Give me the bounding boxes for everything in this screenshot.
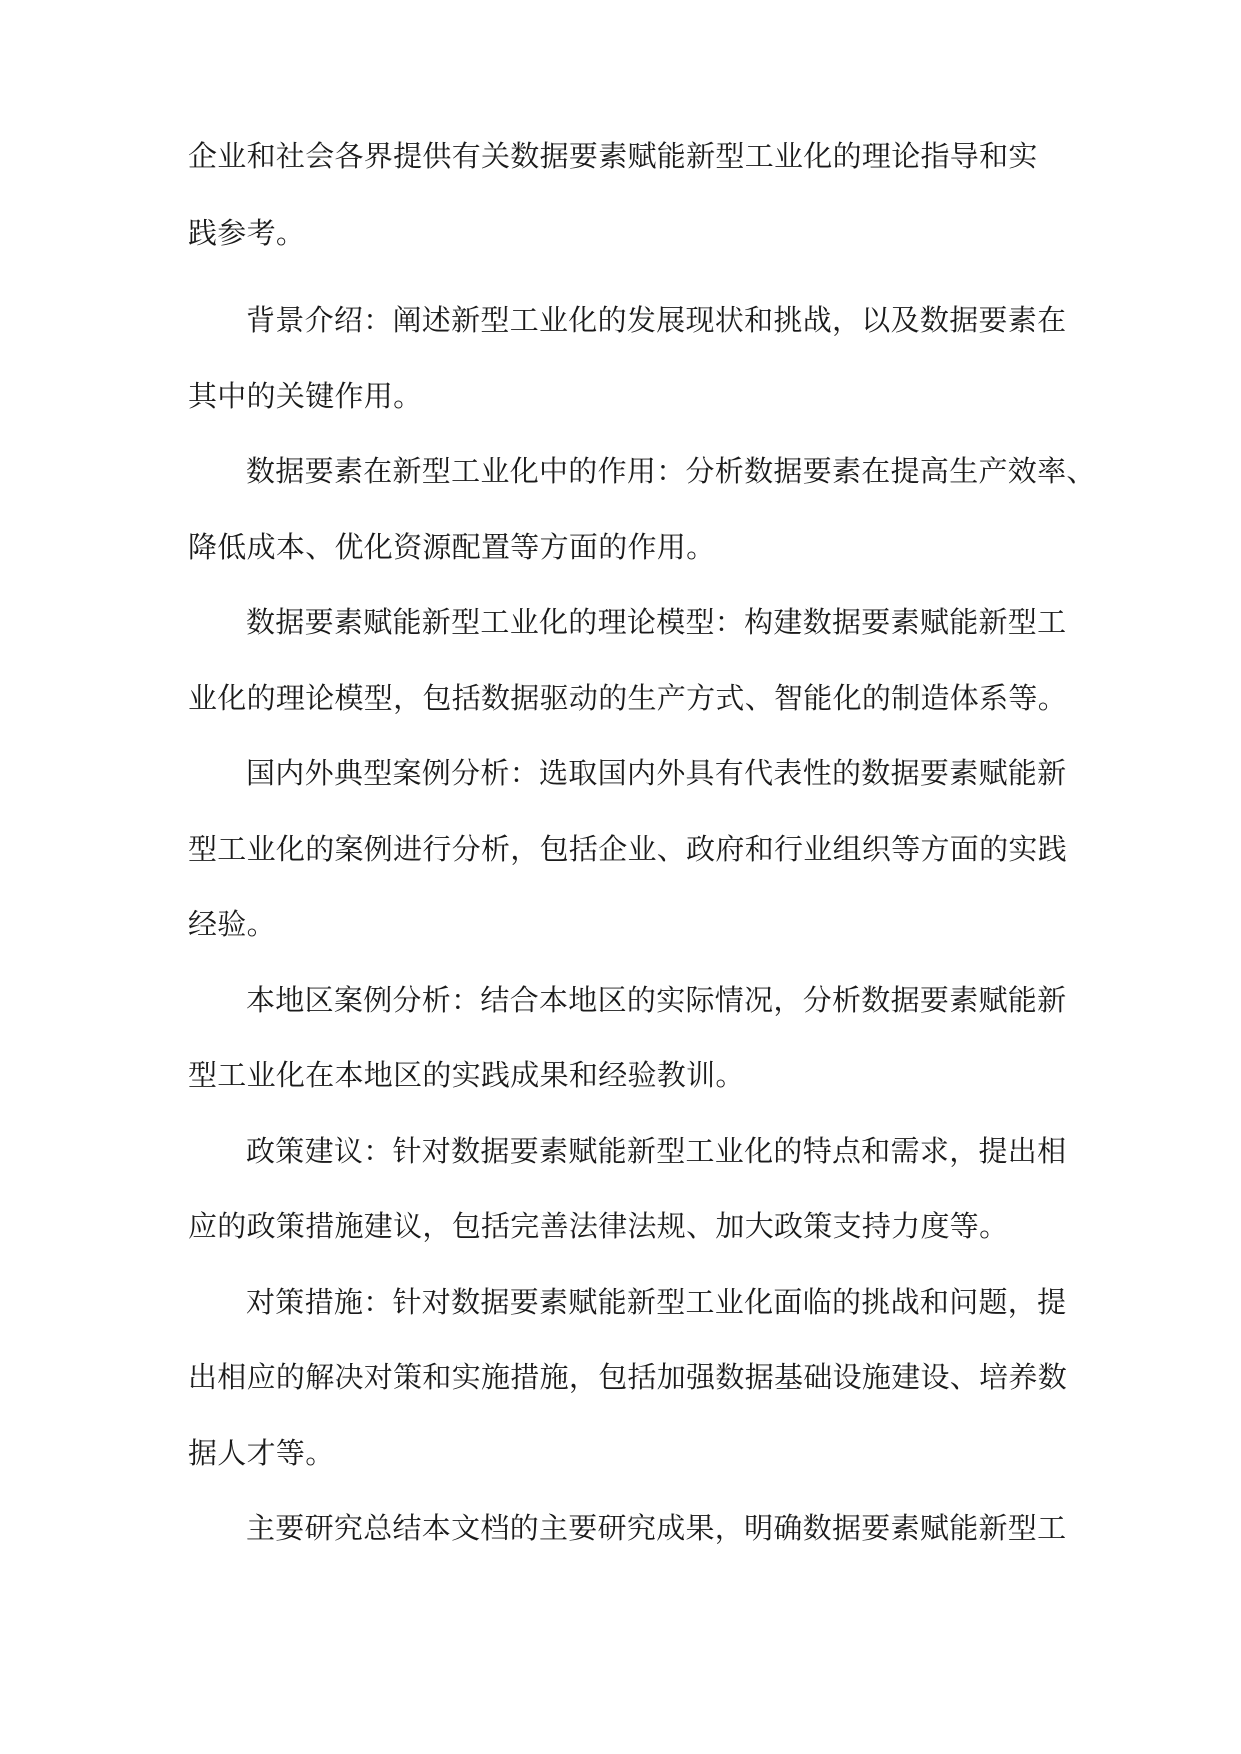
paragraph-model-start: 数据要素赋能新型工业化的理论模型：构建数据要素赋能新型工 — [246, 605, 1067, 639]
paragraph-summary-start: 主要研究总结本文档的主要研究成果，明确数据要素赋能新型工 — [246, 1511, 1067, 1545]
paragraph-role-start: 数据要素在新型工业化中的作用：分析数据要素在提高生产效率、 — [246, 454, 1096, 488]
paragraph-background-start: 背景介绍：阐述新型工业化的发展现状和挑战，以及数据要素在 — [246, 303, 1067, 337]
text-line: 企业和社会各界提供有关数据要素赋能新型工业化的理论指导和实 — [188, 139, 1038, 173]
text-line: 践参考。 — [188, 216, 306, 250]
text-line: 其中的关键作用。 — [188, 379, 423, 413]
text-line: 业化的理论模型，包括数据驱动的生产方式、智能化的制造体系等。 — [188, 681, 1068, 715]
text-line: 型工业化在本地区的实践成果和经验教训。 — [188, 1058, 745, 1092]
text-line: 降低成本、优化资源配置等方面的作用。 — [188, 530, 716, 564]
paragraph-local-start: 本地区案例分析：结合本地区的实际情况，分析数据要素赋能新 — [246, 983, 1067, 1017]
text-line: 出相应的解决对策和实施措施，包括加强数据基础设施建设、培养数 — [188, 1360, 1068, 1394]
text-line: 据人才等。 — [188, 1436, 335, 1470]
paragraph-measures-start: 对策措施：针对数据要素赋能新型工业化面临的挑战和问题，提 — [246, 1285, 1067, 1319]
text-line: 型工业化的案例进行分析，包括企业、政府和行业组织等方面的实践 — [188, 832, 1068, 866]
text-line: 经验。 — [188, 907, 276, 941]
paragraph-cases-start: 国内外典型案例分析：选取国内外具有代表性的数据要素赋能新 — [246, 756, 1067, 790]
paragraph-policy-start: 政策建议：针对数据要素赋能新型工业化的特点和需求，提出相 — [246, 1134, 1067, 1168]
text-line: 应的政策措施建议，包括完善法律法规、加大政策支持力度等。 — [188, 1209, 1009, 1243]
